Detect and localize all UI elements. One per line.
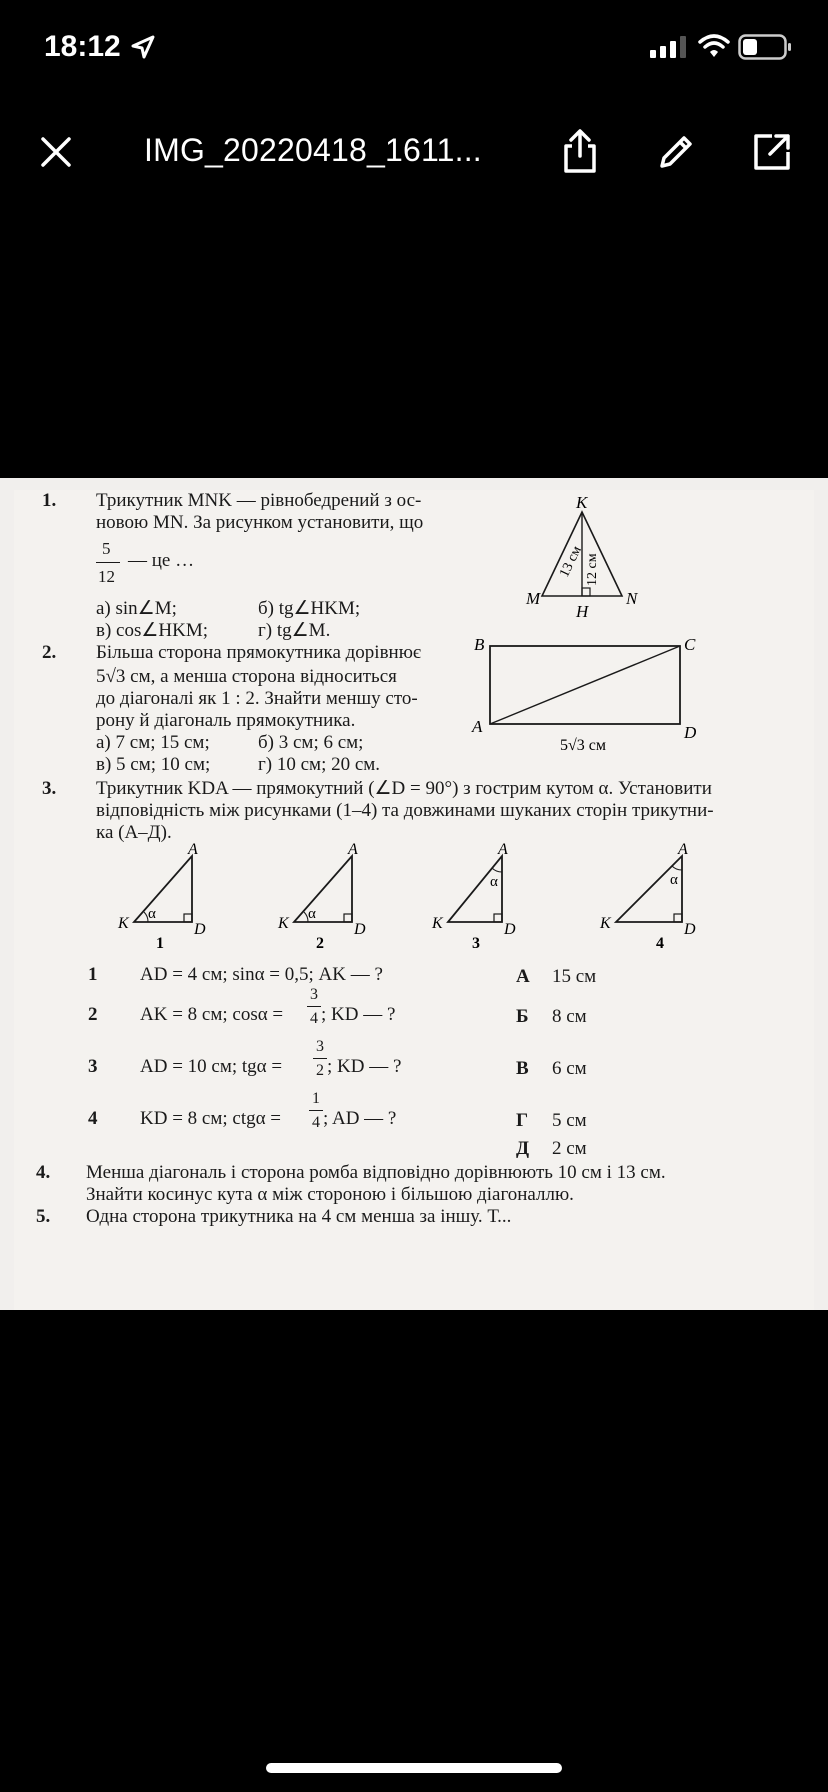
q3-answer-d-letter: Г <box>516 1110 529 1131</box>
battery-icon <box>738 34 792 65</box>
q3-row4-post: ; AD — ? <box>323 1108 397 1129</box>
close-icon[interactable] <box>38 134 74 175</box>
q3-answer-b-letter: Б <box>516 1006 529 1027</box>
q3-row1-number: 1 <box>88 964 98 985</box>
q3-answer-c-value: 6 см <box>552 1058 587 1079</box>
q3-row2-number: 2 <box>88 1004 98 1025</box>
q2-line1: Більша сторона прямокутника дорівнює <box>96 642 422 663</box>
q1-frac-bar <box>96 562 120 563</box>
home-indicator[interactable] <box>266 1763 562 1773</box>
q3-answer-e-letter: Д <box>516 1138 530 1159</box>
q3-fig1-number: 1 <box>156 935 164 952</box>
q5-number: 5. <box>36 1206 51 1227</box>
q3-figure-4 <box>594 842 764 962</box>
q3-row2-pre: AK = 8 см; cosα = <box>140 1004 284 1025</box>
q3-row4-pre: KD = 8 см; ctgα = <box>140 1108 282 1129</box>
q2-label-C: C <box>684 635 696 654</box>
q3-row3-bar <box>313 1058 327 1059</box>
q4-line1: Менша діагональ і сторона ромба відповідно дорівнюють 10 см і 13 см. <box>86 1162 666 1183</box>
q2-line4: рону й діагональ прямокутника. <box>96 710 356 731</box>
q1-label-K: K <box>576 493 588 512</box>
pencil-icon[interactable] <box>656 132 696 177</box>
q1-label-N: N <box>626 589 638 608</box>
q3-row4-den: 4 <box>312 1114 320 1131</box>
file-title: IMG_20220418_1611... <box>144 132 482 168</box>
q3-figure-3 <box>422 842 592 962</box>
q3-fig2-D: D <box>354 921 366 938</box>
q3-figure-1 <box>94 842 264 962</box>
q1-option-d: г) tg∠M. <box>258 620 331 641</box>
q3-number: 3. <box>42 778 57 799</box>
q3-fig2-alpha: α <box>308 906 316 922</box>
q4-line2: Знайти косинус кута α між стороною і більшою діагоналлю. <box>86 1184 574 1205</box>
q3-row4-num: 1 <box>312 1090 320 1107</box>
q2-rectangle-figure <box>470 626 720 754</box>
status-time: 18:12 <box>44 30 121 63</box>
q2-option-c: в) 5 см; 10 см; <box>96 754 211 775</box>
location-arrow-icon <box>130 34 156 65</box>
q3-fig1-alpha: α <box>148 906 156 922</box>
q3-answer-d-value: 5 см <box>552 1110 587 1131</box>
q1-label-M: M <box>526 589 541 608</box>
q3-answer-a-value: 15 см <box>552 966 597 987</box>
wifi-icon <box>698 34 730 63</box>
q3-fig2-A: A <box>348 841 358 858</box>
q3-fig2-K: K <box>278 915 289 932</box>
q3-row3-pre: AD = 10 см; tgα = <box>140 1056 283 1077</box>
q3-row3-post: ; KD — ? <box>327 1056 402 1077</box>
q1-option-c: в) cos∠HKM; <box>96 620 209 641</box>
q3-row2-num: 3 <box>310 986 318 1003</box>
q3-answer-e-value: 2 см <box>552 1138 587 1159</box>
q3-row2-den: 4 <box>310 1010 318 1027</box>
worksheet-page <box>14 490 814 1310</box>
q3-row3-den: 2 <box>316 1062 324 1079</box>
q3-answer-a-letter: А <box>516 966 530 987</box>
q1-label-height: 12 см <box>585 553 600 586</box>
q3-fig4-D: D <box>684 921 696 938</box>
q3-line1: Трикутник KDA — прямокутний (∠D = 90°) з гострим кутом α. Установити <box>96 778 712 799</box>
q3-fig3-D: D <box>504 921 516 938</box>
q2-option-a: а) 7 см; 15 см; <box>96 732 210 753</box>
q3-fig4-number: 4 <box>656 935 664 952</box>
q2-line3: до діагоналі як 1 : 2. Знайти меншу сто- <box>96 688 418 709</box>
q2-number: 2. <box>42 642 57 663</box>
status-bar <box>0 0 828 100</box>
q1-line1: Трикутник MNK — рівнобедрений з ос- <box>96 490 422 511</box>
q3-fig1-K: K <box>118 915 129 932</box>
q3-line2: відповідність між рисунками (1–4) та довжинами шуканих сторін трикутни- <box>96 800 714 821</box>
q1-frac-num: 5 <box>102 539 111 558</box>
q3-row3-num: 3 <box>316 1038 324 1055</box>
q3-fig3-alpha: α <box>490 874 498 890</box>
q3-fig1-D: D <box>194 921 206 938</box>
q3-fig2-number: 2 <box>316 935 324 952</box>
q3-fig3-A: A <box>498 841 508 858</box>
q3-row1-text: AD = 4 см; sinα = 0,5; AK — ? <box>140 964 383 985</box>
q3-line3: ка (А–Д). <box>96 822 172 843</box>
q2-option-b: б) 3 см; 6 см; <box>258 732 364 753</box>
q3-answer-c-letter: В <box>516 1058 529 1079</box>
open-external-icon[interactable] <box>752 132 792 177</box>
q3-row4-number: 4 <box>88 1108 98 1129</box>
q1-frac-den: 12 <box>98 567 115 586</box>
q3-row2-bar <box>307 1006 321 1007</box>
q1-option-a: а) sin∠M; <box>96 598 177 619</box>
q5-line1: Одна сторона трикутника на 4 см менша за іншу. Т... <box>86 1206 512 1227</box>
share-icon[interactable] <box>558 128 602 179</box>
q2-label-side: 5√3 см <box>560 737 607 754</box>
q1-option-b: б) tg∠HKM; <box>258 598 361 619</box>
q2-label-A: A <box>472 717 483 736</box>
q1-number: 1. <box>42 490 57 511</box>
q3-fig4-K: K <box>600 915 611 932</box>
q4-number: 4. <box>36 1162 51 1183</box>
q3-row4-bar <box>309 1110 323 1111</box>
q3-row3-number: 3 <box>88 1056 98 1077</box>
q2-label-B: B <box>474 635 485 654</box>
viewer-toolbar <box>0 110 828 200</box>
q1-triangle-figure <box>526 490 654 621</box>
q1-label-side: 13 см <box>557 543 585 580</box>
photo-viewer[interactable] <box>0 478 828 1310</box>
q1-frac-tail: — це … <box>128 550 195 571</box>
cellular-signal-icon <box>650 36 688 63</box>
q1-label-H: H <box>576 602 589 621</box>
q3-fig3-number: 3 <box>472 935 480 952</box>
q3-answer-b-value: 8 см <box>552 1006 587 1027</box>
q3-fig4-alpha: α <box>670 872 678 888</box>
q2-option-d: г) 10 см; 20 см. <box>258 754 381 775</box>
q3-figure-2 <box>254 842 424 962</box>
q3-fig3-K: K <box>432 915 443 932</box>
q2-line2: 5√3 см, а менша сторона відноситься <box>96 666 397 687</box>
q3-fig4-A: A <box>678 841 688 858</box>
q3-fig1-A: A <box>188 841 198 858</box>
q1-line2: новою MN. За рисунком установити, що <box>96 512 424 533</box>
q3-row2-post: ; KD — ? <box>321 1004 396 1025</box>
q2-label-D: D <box>684 723 697 742</box>
